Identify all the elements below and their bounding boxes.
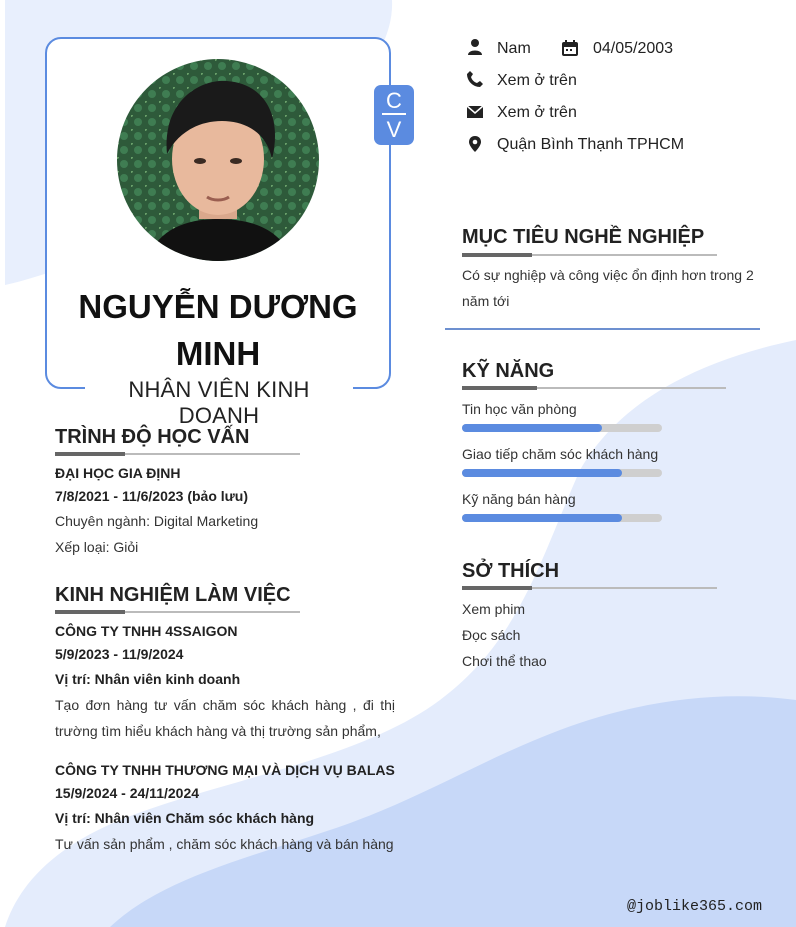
candidate-name: NGUYỄN DƯƠNG MINH — [78, 288, 358, 372]
objective-title: MỤC TIÊU NGHỀ NGHIỆP — [462, 226, 705, 248]
avatar — [117, 59, 319, 261]
person-icon — [466, 38, 484, 56]
school-name: ĐẠI HỌC GIA ĐỊNH — [55, 465, 181, 481]
skill-bar — [462, 469, 662, 477]
phone-value: Xem ở trên — [497, 72, 577, 89]
skill-bar — [462, 424, 662, 432]
watermark: @joblike365.com — [627, 898, 763, 915]
email-value: Xem ở trên — [497, 104, 577, 121]
education-rule — [55, 453, 300, 455]
job-description: Tạo đơn hàng tư vấn chăm sóc khách hàng , đi thị trường tìm hiểu khách hàng và thị trường sản phẩm, — [55, 697, 395, 739]
skill-label: Tin học văn phòng — [462, 401, 577, 417]
education-period: 7/8/2021 - 11/6/2023 (bảo lưu) — [55, 488, 249, 504]
job-position: Vị trí: Nhân viên Chăm sóc khách hàng — [55, 810, 315, 826]
job-title: NHÂN VIÊN KINH DOANH — [85, 377, 353, 403]
skill-label: Giao tiếp chăm sóc khách hàng — [462, 446, 659, 462]
gender-value: Nam — [497, 40, 531, 57]
education-title: TRÌNH ĐỘ HỌC VẤN — [55, 426, 250, 448]
hobby-item: Xem phim — [462, 601, 526, 617]
calendar-icon — [561, 39, 579, 57]
education-major: Chuyên ngành: Digital Marketing — [55, 513, 259, 529]
objective-rule — [462, 254, 717, 256]
job-period: 15/9/2024 - 24/11/2024 — [55, 785, 200, 801]
cv-badge: C V — [374, 85, 414, 145]
skill-label: Kỹ năng bán hàng — [462, 491, 576, 507]
address-value: Quận Bình Thạnh TPHCM — [497, 136, 685, 153]
hobbies-title: SỞ THÍCH — [462, 560, 560, 582]
hobbies-rule — [462, 587, 717, 589]
hobby-item: Chơi thể thao — [462, 653, 547, 669]
location-pin-icon — [466, 135, 484, 153]
job-position: Vị trí: Nhân viên kinh doanh — [55, 671, 241, 687]
job-period: 5/9/2023 - 11/9/2024 — [55, 646, 184, 662]
experience-rule — [55, 611, 300, 613]
section-divider — [445, 328, 760, 330]
job-description: Tư vấn sản phẩm , chăm sóc khách hàng và bán hàng — [55, 836, 394, 852]
education-grade: Xếp loại: Giỏi — [55, 539, 139, 555]
envelope-icon — [466, 103, 484, 121]
profile-card — [45, 37, 391, 428]
objective-text: Có sự nghiệp và công việc ổn định hơn trong 2 năm tới — [462, 267, 754, 309]
experience-title: KINH NGHIỆM LÀM VIỆC — [55, 584, 291, 606]
birthday-value: 04/05/2003 — [593, 40, 674, 57]
skills-rule — [462, 387, 726, 389]
skills-title: KỸ NĂNG — [462, 360, 555, 382]
phone-icon — [466, 70, 484, 88]
skill-bar — [462, 514, 662, 522]
company-name: CÔNG TY TNHH 4SSAIGON — [55, 623, 238, 639]
hobby-item: Đọc sách — [462, 627, 521, 643]
company-name: CÔNG TY TNHH THƯƠNG MẠI VÀ DỊCH VỤ BALAS — [55, 762, 395, 778]
